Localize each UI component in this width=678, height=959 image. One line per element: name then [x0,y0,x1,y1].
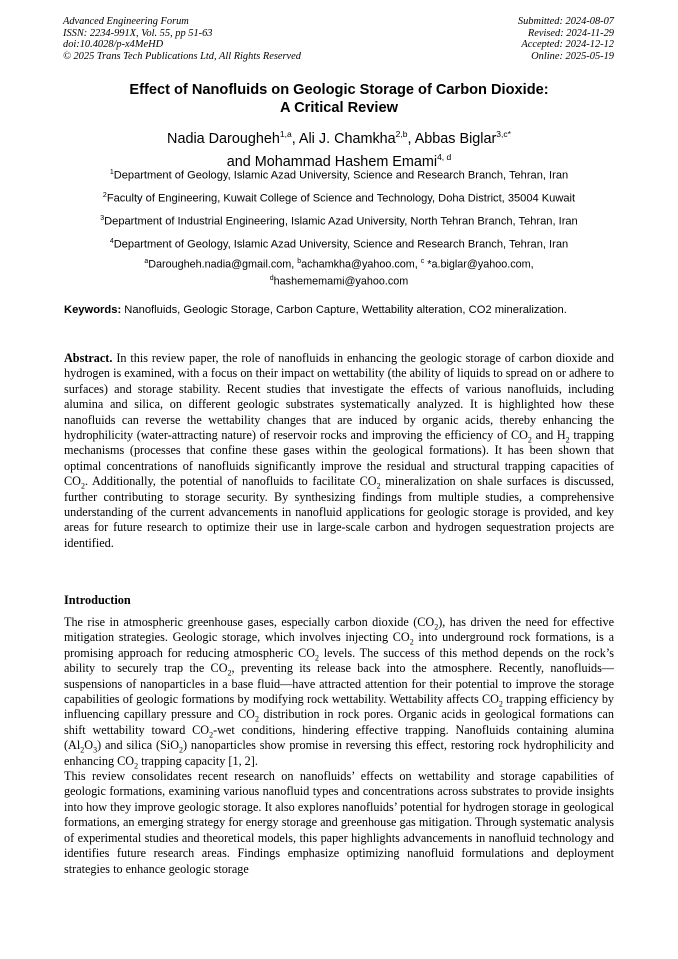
subscript: 2 [134,761,139,771]
intro-text: -wet conditions, hindering effective trapping. Nanofluids containing alumina (Al [64,722,614,753]
intro-paragraph-2: This review consolidates recent research on nanofluids’ effects on wettability and storage capabilities of geologic formations, examining various nanofluid types and concentrations across substrates to provide insights into how they improve geologic storage. It also explores nanofluids’ potential for hydrogen storage in geological formations, an emerging strategy for energy storage and greenhouse gas mitigation. Through systematic analysis of experimental studies and theoretical models, this paper highlights advancements in nanofluid technology and identifies future research areas. Findings emphasize optimizing nanofluid formulations and deployment strategies to enhance geologic storage [64,769,614,876]
copyright-line: © 2025 Trans Tech Publications Ltd, All Rights Reserved [63,50,301,62]
intro-text: O [84,738,94,753]
subscript: 2 [434,622,439,632]
affiliation [0,189,678,212]
title-line-2: A Critical Review [280,100,398,116]
affiliation-number: 3 [100,215,105,222]
email-sup: b [297,258,302,265]
subscript: 2 [227,668,232,678]
email-link[interactable]: hashememami@yahoo.com [273,275,409,288]
affiliation-number: 1 [109,169,114,176]
intro-text: distribution in rock pores. Organic acids in geological formations can shift wettability toward CO [64,707,614,737]
email-link[interactable]: Darougheh.nadia@gmail.com, [148,258,298,271]
affiliation [0,212,678,235]
accepted-date: Accepted: 2024-12-12 [521,39,614,51]
author-affil-sup: 3,c* [496,129,511,139]
journal-name: Advanced Engineering Forum [63,16,189,27]
affiliation-number: 4 [109,238,114,245]
email-sup: c [420,258,425,265]
affiliation-text: Department of Geology, Islamic Azad University, Science and Research Branch, Tehran, Iran [113,238,569,251]
affiliation-text: Department of Geology, Islamic Azad University, Science and Research Branch, Tehran, Iran [113,169,569,182]
subscript: 2 [376,481,381,491]
affiliation-list [0,166,678,258]
subscript: 2 [565,435,570,445]
subscript: 3 [93,745,98,755]
subscript: 2 [80,745,85,755]
subscript: 2 [409,637,414,647]
subscript: 2 [315,653,319,663]
intro-text: ), has driven the need for effective mitigation strategies. Geologic storage, which involves injecting CO [64,615,614,645]
author-name: and Mohammad Hashem Emami [226,153,438,170]
intro-paragraph-1 [64,615,614,769]
email-sup: d [269,274,274,282]
author-list [0,125,678,171]
affiliation [0,166,678,189]
authors-line-1 [0,125,678,148]
keywords-label: Keywords: [64,304,122,316]
subscript: 2 [209,730,214,740]
abstract-label: Abstract. [64,351,113,365]
title-line-1: Effect of Nanofluids on Geologic Storage of Carbon Dioxide: [129,82,549,98]
journal-header-left [63,16,301,62]
affiliation-number: 2 [102,192,107,199]
subscript: 2 [498,699,503,709]
abstract-text: mineralization on shale surfaces is discussed, further contributing to storage security. By synthesizing findings from multiple studies, a comprehensive understanding of the current advancements in nanofluid applications for geologic storage is provided, and key areas for future research to optimize their use in large-scale carbon and hydrogen sequestration projects are identified. [64,474,614,550]
doi-line: doi:10.4028/p-x4MeHD [63,39,164,51]
author-affil-sup: 4, d [437,151,452,162]
introduction-body [64,615,614,877]
intro-text: into underground rock formations, is a promising approach for reducing atmospheric CO [64,630,615,660]
journal-header-right [518,16,614,62]
emails-line-1 [0,255,678,272]
abstract-text: . Additionally, the potential of nanofluids to facilitate CO [84,474,377,489]
online-date: Online: 2025-05-19 [531,50,614,62]
subscript: 2 [80,481,85,491]
paper-title [0,81,678,117]
abstract-text: In this review paper, the role of nanofluids in enhancing the geologic storage of carbon dioxide and hydrogen is examined, with a focus on their impact on wettability (the ability of liquids to spread on or adhere to surfaces) and storage stability. Recent studies that investigate the effects of various nanofluids, including alumina and silica, on different geologic substrates systematically analyzed. It is highlighted how these nanofluids can reverse the wettability changes that are induced by organic acids, thereby enhancing the hydrophilicity (water-attracting nature) of reservoir rocks and improving the efficiency of CO [64,351,614,443]
intro-text: ) nanoparticles show promise in reversing this effect, restoring rock hydrophilicity and enhancing CO [64,738,614,768]
author-affil-sup: 2,b [395,129,408,139]
emails-line-2 [0,272,678,289]
abstract [64,351,614,551]
email-link[interactable]: achamkha@yahoo.com, [301,258,421,271]
affiliation-text: Faculty of Engineering, Kuwait College of Science and Technology, Doha District, 35004 Kuwait [106,192,576,205]
subscript: 2 [179,745,184,755]
introduction-heading: Introduction [64,593,131,607]
intro-text: , preventing its release back into the atmosphere. Recently, nanofluids—suspensions of nanoparticles in a base fluid—have attracted attention for their potential to improve the storage capabilities of geologic formations by modifying rock wettability. Wettability affects CO [64,661,614,707]
intro-text: trapping efficiency by influencing capillary pressure and CO [64,692,615,722]
author-name: , Ali J. Chamkha [291,130,396,147]
abstract-text: and H [531,428,566,443]
intro-text: ) and silica (SiO [97,738,180,753]
intro-text: trapping capacity [1, 2]. [138,753,258,768]
email-link[interactable]: *a.biglar@yahoo.com, [424,258,534,271]
intro-text: The rise in atmospheric greenhouse gases, especially carbon dioxide (CO [64,615,435,629]
revised-date: Revised: 2024-11-29 [527,27,614,39]
email-list [0,255,678,288]
author-affil-sup: 1,a [279,129,292,139]
keywords-text: Nanofluids, Geologic Storage, Carbon Capture, Wettability alteration, CO2 mineralization. [121,304,567,316]
subscript: 2 [254,714,259,724]
issn-line: ISSN: 2234-991X, Vol. 55, pp 51-63 [63,27,213,39]
author-name: , Abbas Biglar [407,130,497,147]
keywords [64,303,614,317]
intro-text: levels. The success of this method depends on the rock’s ability to securely trap the CO [64,645,614,676]
email-sup: a [144,258,149,265]
author-name: Nadia Darougheh [167,130,280,147]
submitted-date: Submitted: 2024-08-07 [517,16,614,27]
affiliation-text: Department of Industrial Engineering, Islamic Azad University, North Tehran Branch, Tehran, Iran [104,215,578,228]
abstract-text: trapping mechanisms (processes that confine these gases within the geological formations). It has been shown that optimal concentrations of nanofluids significantly improve the residual and structural trapping capacities of CO [64,428,614,489]
subscript: 2 [527,435,532,445]
